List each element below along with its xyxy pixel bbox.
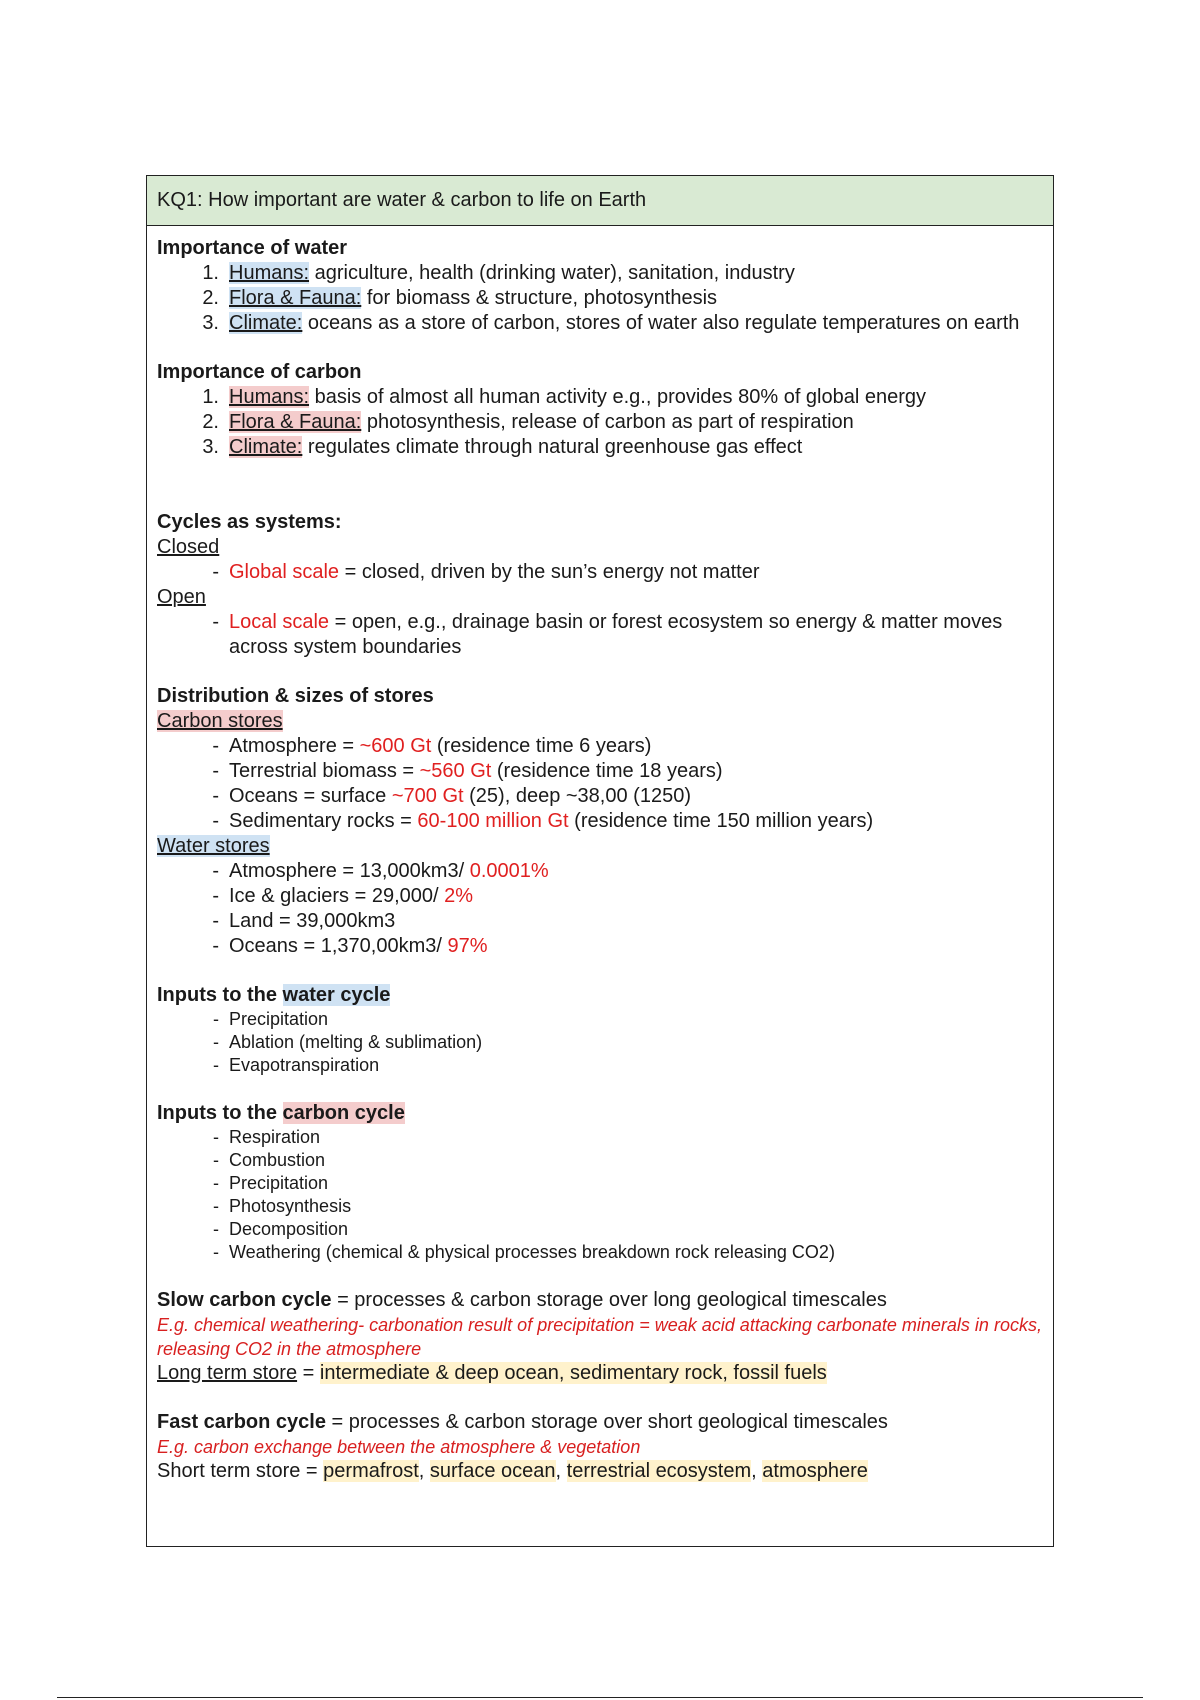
carbon-importance-heading: Importance of carbon — [157, 361, 362, 383]
fast-cycle-example: E.g. carbon exchange between the atmosphere & vegetation — [157, 1437, 641, 1457]
list-item: 3. Climate: oceans as a store of carbon, stores of water also regulate temperatures on earth — [202, 312, 1020, 334]
list-item: - Terrestrial biomass = ~560 Gt (residence time 18 years) — [212, 760, 723, 782]
short-term-store: Short term store = permafrost, surface ocean, terrestrial ecosystem, atmosphere — [157, 1460, 868, 1482]
list-item: - Sedimentary rocks = 60-100 million Gt (residence time 150 million years) — [212, 810, 874, 832]
list-item: - Oceans = 1,370,00km3/ 97% — [212, 935, 488, 957]
page-bottom-rule — [57, 1697, 1143, 1698]
list-item: - Combustion — [213, 1150, 326, 1170]
climate-label: Climate: — [229, 436, 303, 458]
key-question-header — [147, 176, 1053, 226]
carbon-importance-list — [157, 385, 1043, 460]
list-item: - Atmosphere = ~600 Gt (residence time 6 years) — [212, 735, 652, 757]
list-item: - Global scale = closed, driven by the sun’s energy not matter — [212, 561, 760, 583]
carbon-stores-label: Carbon stores — [157, 710, 283, 732]
key-question-title: KQ1: How important are water & carbon to life on Earth — [157, 189, 647, 211]
carbon-stores-list — [157, 734, 1043, 834]
list-item: - Land = 39,000km3 — [212, 910, 396, 932]
list-item: 3. Climate: regulates climate through natural greenhouse gas effect — [202, 436, 803, 458]
list-item: 1. Humans: basis of almost all human activity e.g., provides 80% of global energy — [202, 386, 927, 408]
cycles-heading: Cycles as systems: — [157, 511, 342, 533]
list-item: - Ice & glaciers = 29,000/ 2% — [212, 885, 474, 907]
carbon-inputs-list — [157, 1126, 1043, 1264]
slow-cycle-example: E.g. chemical weathering- carbonation result of precipitation = weak acid attacking carbonate minerals in rocks, releasing CO2 in the atmosphere — [157, 1315, 1042, 1359]
list-item: - Precipitation — [213, 1009, 329, 1029]
open-label: Open — [157, 586, 206, 608]
long-term-store: Long term store = intermediate & deep ocean, sedimentary rock, fossil fuels — [157, 1362, 827, 1384]
humans-label: Humans: — [229, 262, 310, 284]
list-item: - Ablation (melting & sublimation) — [213, 1032, 483, 1052]
flora-fauna-label: Flora & Fauna: — [229, 411, 362, 433]
list-item: - Atmosphere = 13,000km3/ 0.0001% — [212, 860, 549, 882]
list-item: - Oceans = surface ~700 Gt (25), deep ~38,00 (1250) — [212, 785, 691, 807]
slow-cycle-definition: Slow carbon cycle = processes & carbon storage over long geological timescales — [157, 1289, 887, 1311]
flora-fauna-label: Flora & Fauna: — [229, 287, 362, 309]
closed-label: Closed — [157, 536, 220, 558]
list-item: - Local scale = open, e.g., drainage basin or forest ecosystem so energy & matter moves across system boundaries — [212, 611, 1003, 658]
list-item: - Evapotranspiration — [213, 1055, 380, 1075]
list-item: 1. Humans: agriculture, health (drinking water), sanitation, industry — [202, 262, 795, 284]
climate-label: Climate: — [229, 312, 303, 334]
water-importance-heading: Importance of water — [157, 237, 348, 259]
water-inputs-heading: Inputs to the water cycle — [157, 984, 391, 1006]
list-item: - Photosynthesis — [213, 1196, 352, 1216]
water-importance-list — [157, 261, 1043, 336]
notes-box — [146, 175, 1054, 1547]
list-item: - Weathering (chemical & physical processes breakdown rock releasing CO2) — [213, 1242, 835, 1262]
water-inputs-list — [157, 1008, 1043, 1077]
closed-list — [157, 560, 1043, 585]
water-stores-label: Water stores — [157, 835, 270, 857]
notes-content — [147, 226, 1053, 1484]
list-item: - Decomposition — [213, 1219, 349, 1239]
humans-label: Humans: — [229, 386, 310, 408]
list-item: 2. Flora & Fauna: for biomass & structure, photosynthesis — [202, 287, 718, 309]
list-item: - Precipitation — [213, 1173, 329, 1193]
carbon-inputs-heading: Inputs to the carbon cycle — [157, 1102, 405, 1124]
fast-cycle-definition: Fast carbon cycle = processes & carbon storage over short geological timescales — [157, 1411, 888, 1433]
stores-heading: Distribution & sizes of stores — [157, 685, 434, 707]
water-stores-list — [157, 859, 1043, 959]
list-item: - Respiration — [213, 1127, 321, 1147]
open-list — [157, 610, 1043, 660]
list-item: 2. Flora & Fauna: photosynthesis, release of carbon as part of respiration — [202, 411, 854, 433]
